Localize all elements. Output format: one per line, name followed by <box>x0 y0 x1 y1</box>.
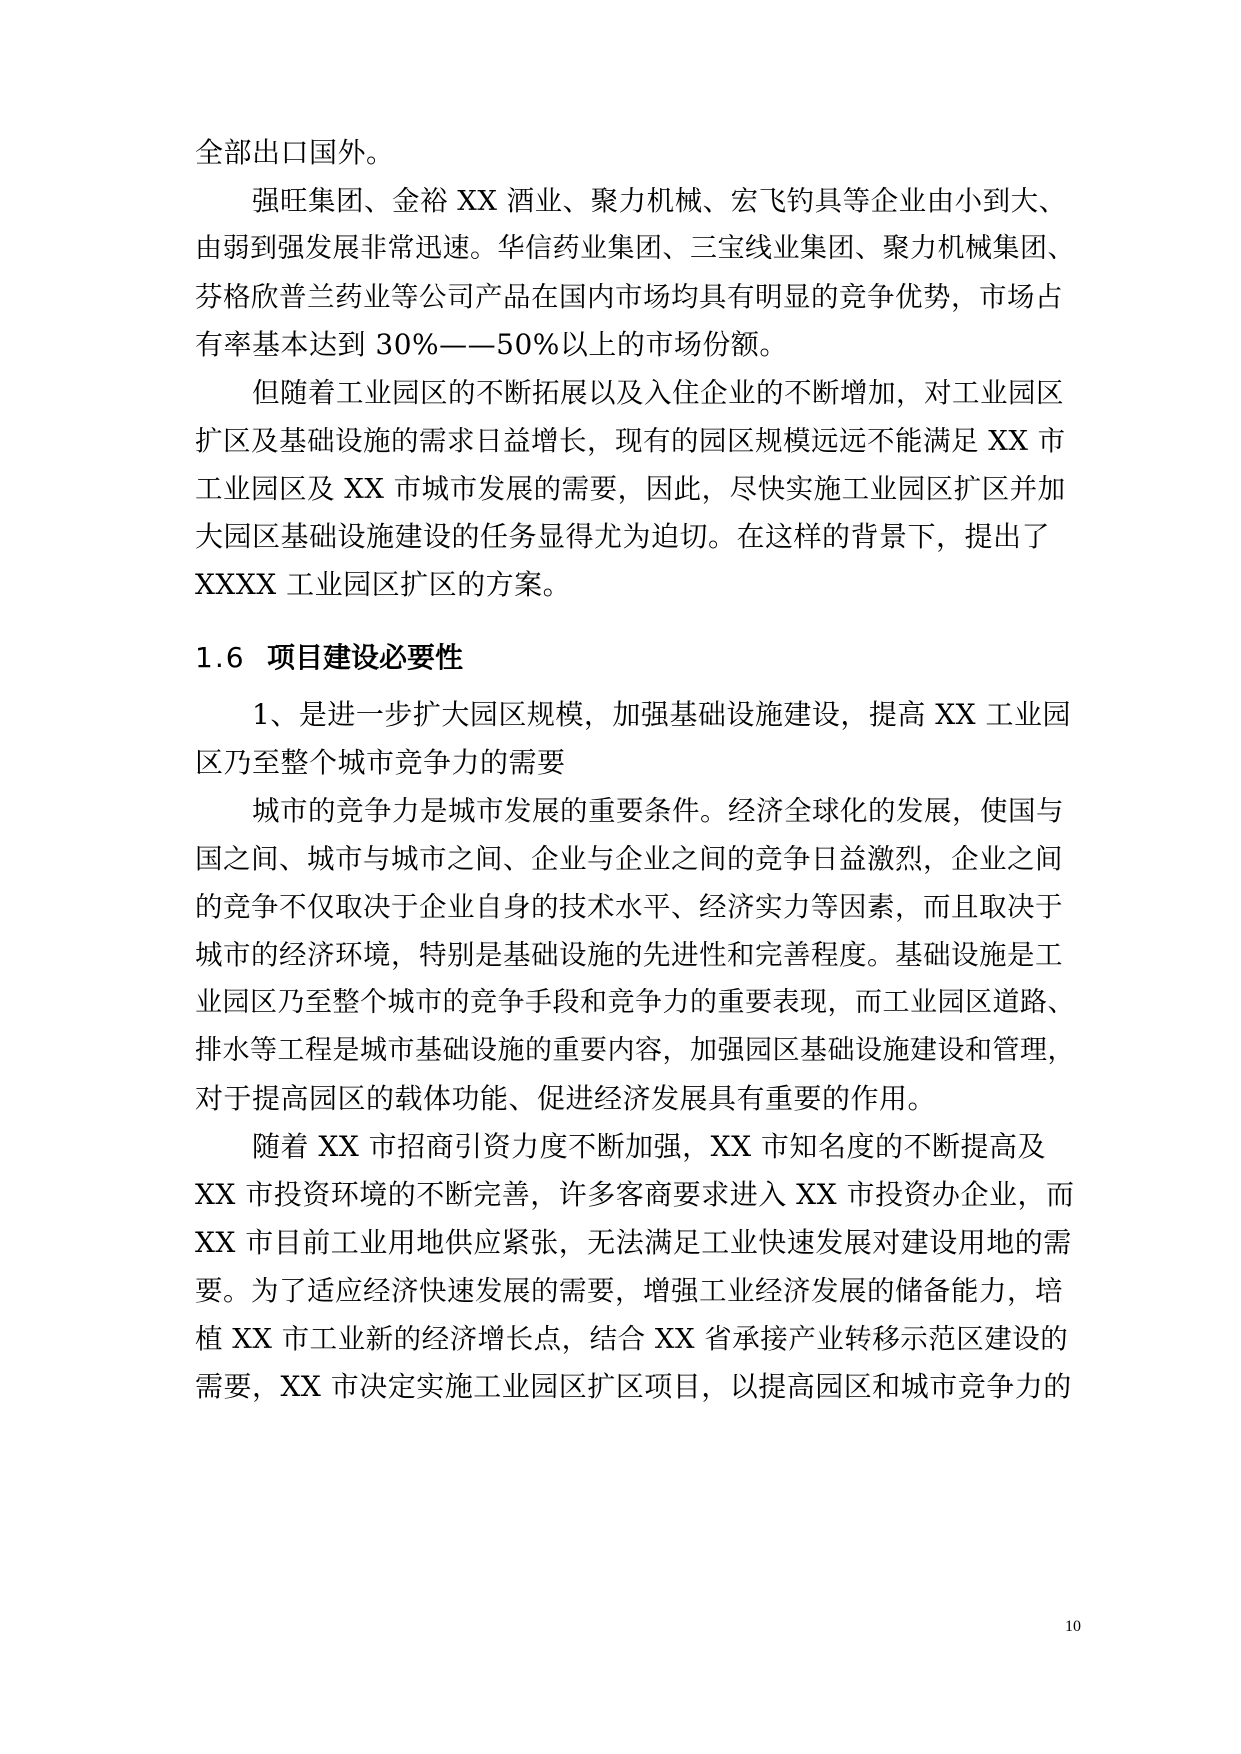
paragraph-5-line-7: 对于提高园区的载体功能、促进经济发展具有重要的作用。 <box>195 1082 937 1115</box>
paragraph-5-line-5: 业园区乃至整个城市的竞争手段和竞争力的重要表现，而工业园区道路、 <box>195 987 1075 1018</box>
paragraph-2-line-1: 强旺集团、金裕 XX 酒业、聚力机械、宏飞钓具等企业由小到大、 <box>252 185 1067 217</box>
paragraph-3-line-1: 但随着工业园区的不断拓展以及入住企业的不断增加，对工业园区 <box>252 377 1064 409</box>
paragraph-2-line-2: 由弱到强发展非常迅速。华信药业集团、三宝线业集团、聚力机械集团、 <box>195 233 1075 264</box>
paragraph-4-line-1: 1、是进一步扩大园区规模，加强基础设施建设，提高 XX 工业园 <box>252 698 1071 731</box>
section-number: 1.6 <box>195 641 246 674</box>
paragraph-6-line-6: 需要，XX 市决定实施工业园区扩区项目，以提高园区和城市竞争力的 <box>195 1370 1072 1403</box>
paragraph-5-line-4: 城市的经济环境，特别是基础设施的先进性和完善程度。基础设施是工 <box>195 939 1063 971</box>
paragraph-3-line-5: XXXX 工业园区扩区的方案。 <box>195 568 572 601</box>
paragraph-3-line-2: 扩区及基础设施的需求日益增长，现有的园区规模远远不能满足 XX 市 <box>195 425 1066 457</box>
paragraph-6-line-5: 植 XX 市工业新的经济增长点，结合 XX 省承接产业转移示范区建设的 <box>195 1323 1069 1355</box>
paragraph-5-line-6: 排水等工程是城市基础设施的重要内容，加强园区基础设施建设和管理， <box>195 1035 1075 1066</box>
paragraph-4-line-2: 区乃至整个城市竞争力的需要 <box>195 746 566 779</box>
paragraph-2-line-4: 有率基本达到 30%——50%以上的市场份额。 <box>195 328 788 361</box>
paragraph-6-line-2: XX 市投资环境的不断完善，许多客商要求进入 XX 市投资办企业，而 <box>195 1178 1075 1211</box>
paragraph-5-line-1: 城市的竞争力是城市发展的重要条件。经济全球化的发展，使国与 <box>252 795 1064 827</box>
section-title: 项目建设必要性 <box>267 641 464 674</box>
paragraph-6-line-3: XX 市目前工业用地供应紧张，无法满足工业快速发展对建设用地的需 <box>195 1226 1072 1259</box>
paragraph-6-line-4: 要。为了适应经济快速发展的需要，增强工业经济发展的储备能力，培 <box>195 1275 1063 1307</box>
paragraph-6-line-1: 随着 XX 市招商引资力度不断加强，XX 市知名度的不断提高及 <box>252 1130 1046 1163</box>
paragraph-5-line-3: 的竞争不仅取决于企业自身的技术水平、经济实力等因素，而且取决于 <box>195 891 1063 923</box>
paragraph-5-line-2: 国之间、城市与城市之间、企业与企业之间的竞争日益激烈，企业之间 <box>195 843 1063 875</box>
paragraph-3-line-3: 工业园区及 XX 市城市发展的需要，因此，尽快实施工业园区扩区并加 <box>195 473 1066 505</box>
paragraph-1-line-1: 全部出口国外。 <box>195 136 395 169</box>
page-number: 10 <box>1065 1618 1081 1635</box>
paragraph-2-line-3: 芬格欣普兰药业等公司产品在国内市场均具有明显的竞争优势，市场占 <box>195 281 1063 313</box>
paragraph-3-line-4: 大园区基础设施建设的任务显得尤为迫切。在这样的背景下，提出了 <box>195 520 1051 553</box>
section-heading <box>195 640 463 676</box>
